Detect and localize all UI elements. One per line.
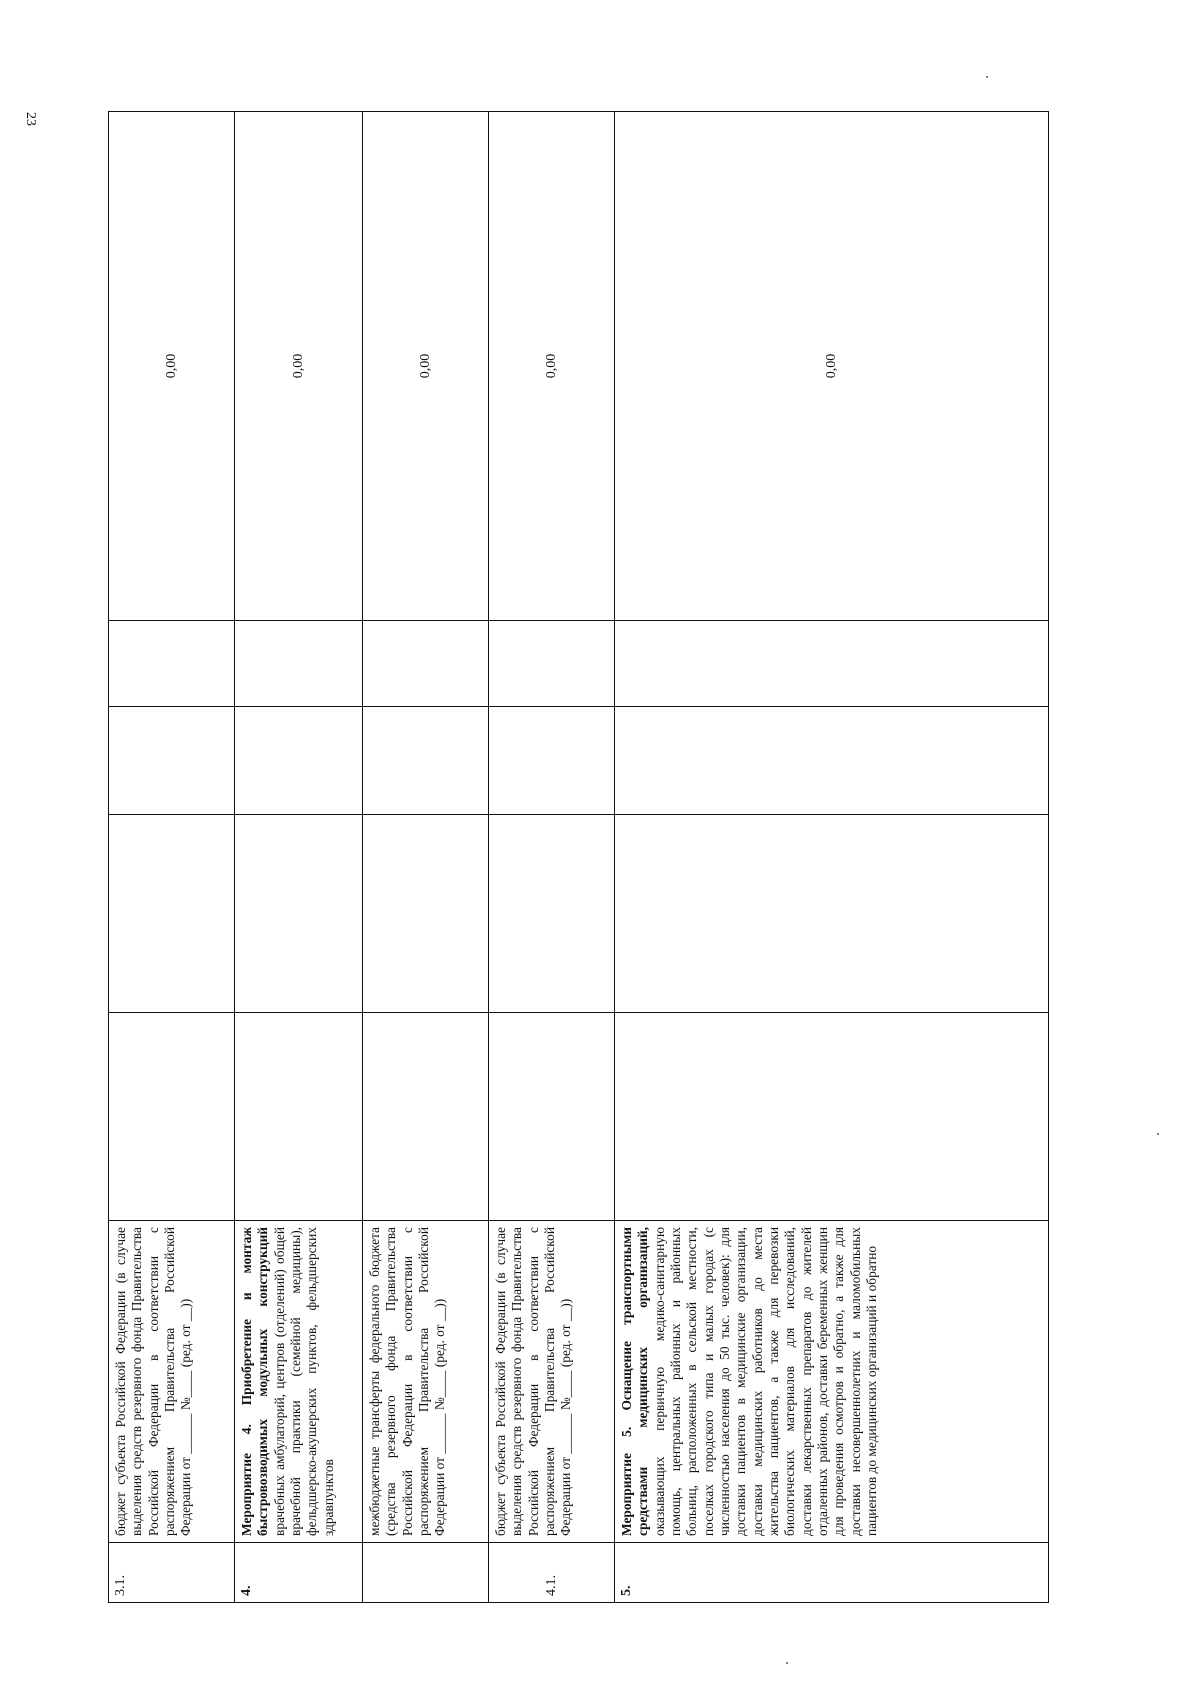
empty-cell — [615, 707, 1049, 815]
empty-cell — [235, 707, 363, 815]
empty-cell — [363, 1013, 489, 1221]
row-title: Мероприятие 5. Оснащение транспортными средствами медицинских организаций, — [619, 1227, 651, 1536]
empty-cell — [235, 815, 363, 1013]
scan-speck — [786, 1662, 788, 1664]
empty-cell — [489, 707, 615, 815]
page-number: 23 — [23, 112, 38, 126]
empty-cell — [235, 1013, 363, 1221]
row-description: бюджет субъекта Российской Федерации (в случае выделения средств резервного фонда Правительства Российской Федерации в соответствии с распоряжением Правительства Российской Федерации от ______ №____ (ред. от __)) — [109, 1221, 235, 1543]
empty-cell — [109, 707, 235, 815]
row-value: 0,00 — [489, 112, 615, 621]
row-number: 4.1. — [489, 1543, 615, 1603]
row-value: 0,00 — [363, 112, 489, 621]
empty-cell — [363, 621, 489, 707]
row-title: Мероприятие 4. Приобретение и монтаж быстровозводимых модульных конструкций — [239, 1227, 271, 1536]
row-value: 0,00 — [615, 112, 1049, 621]
empty-cell — [615, 815, 1049, 1013]
empty-cell — [235, 621, 363, 707]
table-row — [489, 112, 615, 1603]
empty-cell — [109, 815, 235, 1013]
table-row — [235, 112, 363, 1603]
row-description: Мероприятие 4. Приобретение и монтаж быстровозводимых модульных конструкций врачебных амбулаторий, центров (отделений) общей врачебной практики (семейной медицины), фельдшерско-акушерских пунктов, фельдшерских здравпунктов — [235, 1221, 363, 1543]
row-number — [363, 1543, 489, 1603]
empty-cell — [489, 621, 615, 707]
rotated-table-container — [108, 112, 1048, 1603]
empty-cell — [489, 815, 615, 1013]
table-row — [615, 112, 1049, 1603]
row-description: бюджет субъекта Российской Федерации (в случае выделения средств резервного фонда Правительства Российской Федерации в соответствии с распоряжением Правительства Российской Федерации от ______ №____ (ред. от __)) — [489, 1221, 615, 1543]
row-value: 0,00 — [235, 112, 363, 621]
table-row — [363, 112, 489, 1603]
table-row — [109, 112, 235, 1603]
row-number: 3.1. — [109, 1543, 235, 1603]
empty-cell — [489, 1013, 615, 1221]
row-description: межбюджетные трансферты федерального бюджета (средства резервного фонда Правительства Российской Федерации в соответствии с распоряжением Правительства Российской Федерации от ______ №____ (ред. от __)) — [363, 1221, 489, 1543]
empty-cell — [615, 621, 1049, 707]
row-number: 4. — [235, 1543, 363, 1603]
empty-cell — [109, 1013, 235, 1221]
row-value: 0,00 — [109, 112, 235, 621]
row-number: 5. — [615, 1543, 1049, 1603]
empty-cell — [109, 621, 235, 707]
empty-cell — [363, 707, 489, 815]
row-description: Мероприятие 5. Оснащение транспортными средствами медицинских организаций, оказывающих первичную медико-санитарную помощь, центральных районных и районных больниц, расположенных в сельской местности, поселках городского типа и малых городах (с численностью населения до 50 тыс. человек): для доставки пациентов в медицинские организации, доставки медицинских работников до места жительства пациентов, а также для перевозки биологических материалов для исследований, доставки лекарственных препаратов до жителей отдаленных районов, доставки беременных женщин для проведения осмотров и обратно, а также для доставки несовершеннолетних и маломобильных пациентов до медицинских организаций и обратно — [615, 1221, 1049, 1543]
scan-speck — [986, 76, 988, 78]
empty-cell — [363, 815, 489, 1013]
empty-cell — [615, 1013, 1049, 1221]
scan-speck — [1157, 1133, 1159, 1135]
budget-table — [108, 111, 1049, 1603]
